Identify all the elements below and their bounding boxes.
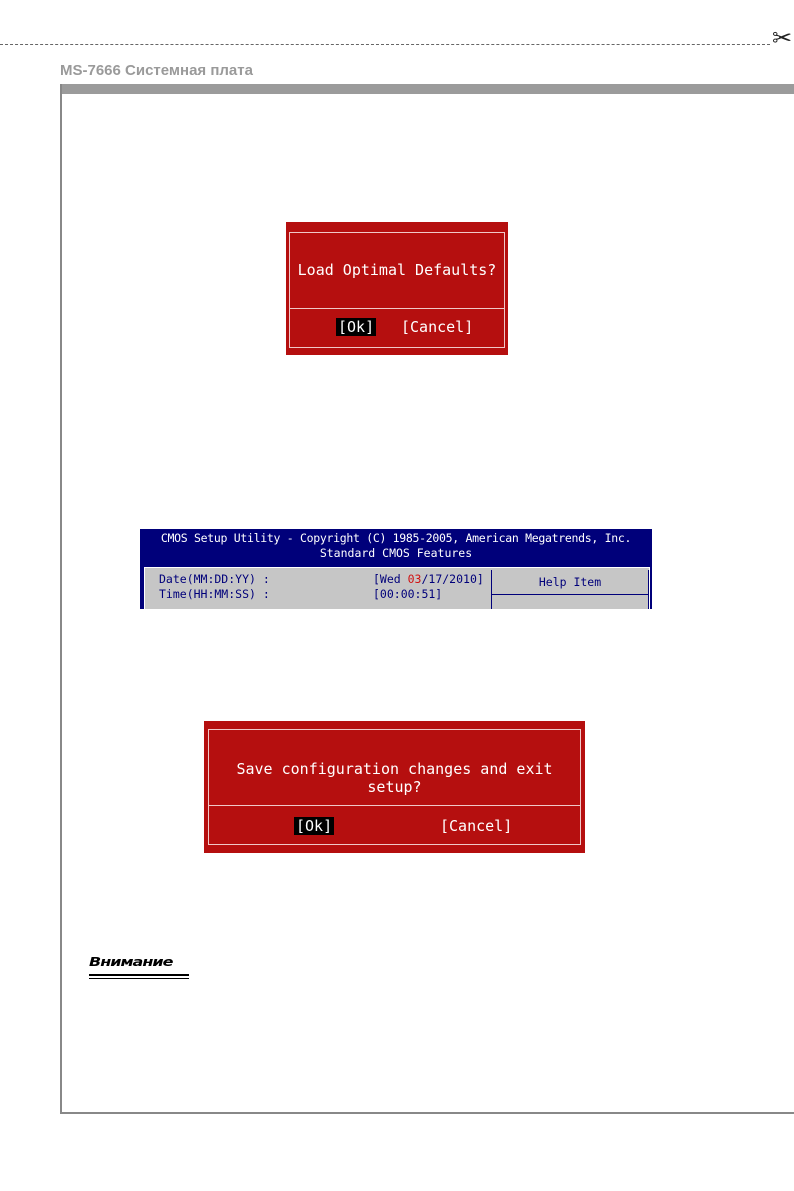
cancel-button[interactable]: [Cancel] [401,318,474,336]
cmos-setup-screen [140,529,652,609]
note-label: Внимание [89,953,173,970]
dialog-frame [208,729,581,845]
dialog-frame [289,232,505,348]
note-underline-thin [89,978,189,979]
date-value[interactable] [373,572,484,586]
dialog-message: Save configuration changes and exit setup? [236,760,553,796]
help-separator [492,594,648,595]
dialog-divider [290,308,504,309]
header-bar [60,84,794,94]
help-item-label: Help Item [538,575,602,589]
page-header-title: MS-7666 Системная плата [60,62,253,79]
cut-line [0,44,770,45]
dialog-message: Load Optimal Defaults? [297,261,497,279]
date-value-prefix: [Wed [373,572,408,586]
save-exit-dialog [204,721,585,853]
cmos-title: CMOS Setup Utility - Copyright (C) 1985-2005, American Megatrends, Inc. [160,531,632,545]
frame-left-border [60,84,62,1114]
note-icon [89,952,193,982]
time-label: Time(HH:MM:SS) : [159,587,270,601]
ok-button[interactable]: [Ok] [296,817,333,835]
note-underline [89,974,189,976]
dialog-divider [209,805,580,806]
frame-bottom-border [60,1112,794,1114]
cancel-button[interactable]: [Cancel] [440,817,513,835]
load-defaults-dialog [286,222,508,355]
time-value[interactable]: [00:00:51] [373,587,443,601]
date-label: Date(MM:DD:YY) : [159,572,270,586]
date-value-highlight: 03 [407,572,422,586]
ok-button[interactable]: [Ok] [338,318,375,336]
cmos-subtitle: Standard CMOS Features [319,546,473,560]
cmos-body [144,567,650,609]
date-value-suffix: /17/2010] [421,572,484,586]
help-panel [491,570,649,609]
scissors-icon: ✂ [772,24,793,52]
